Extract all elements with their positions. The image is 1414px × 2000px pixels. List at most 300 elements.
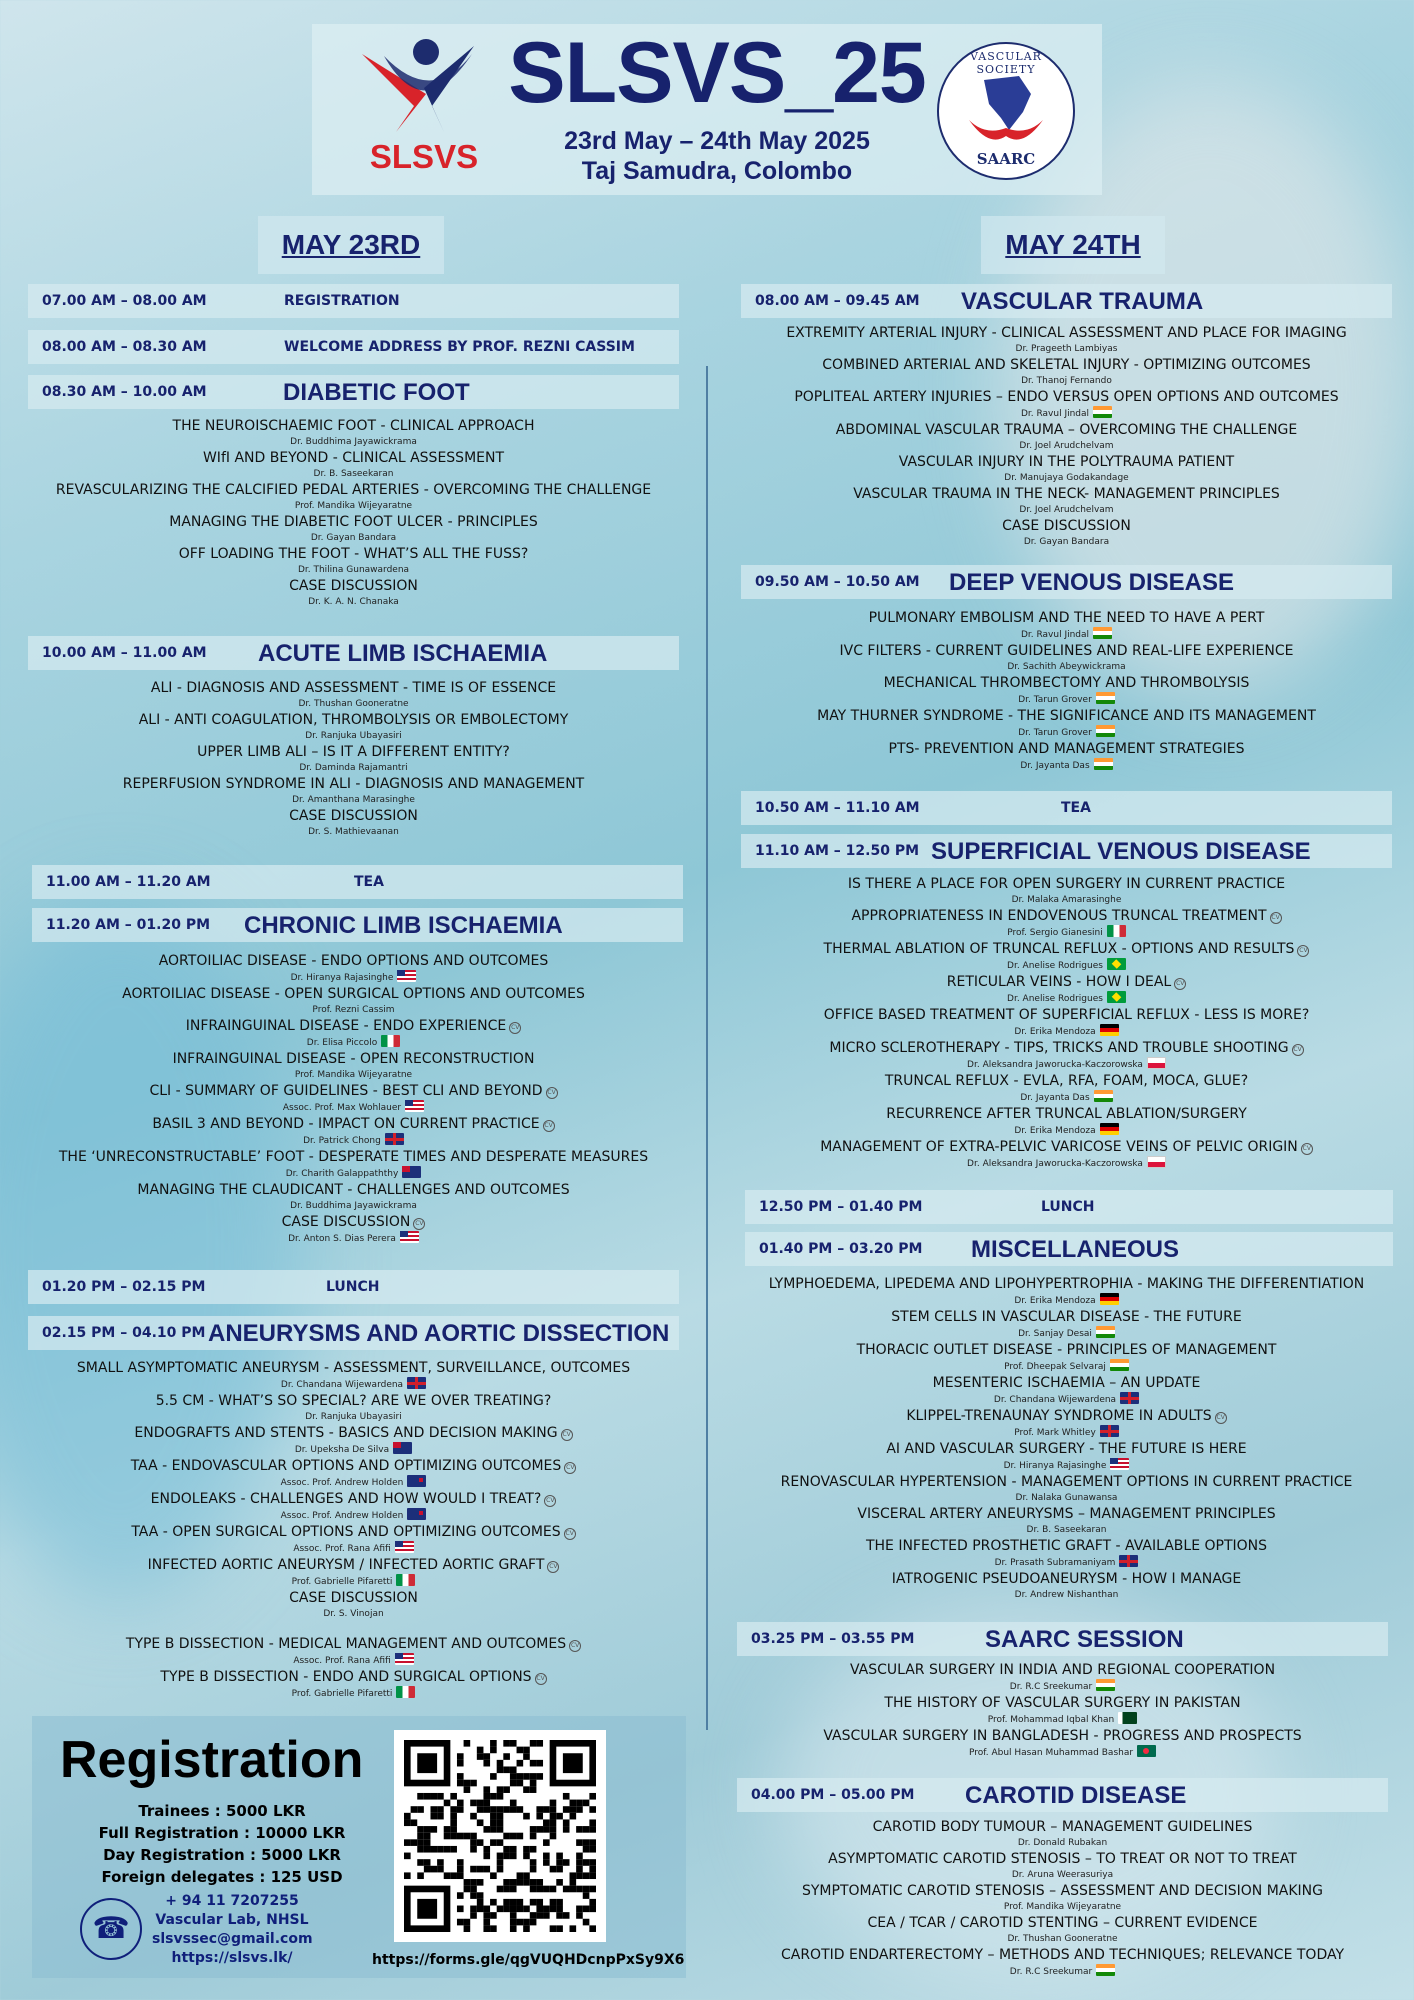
qr-module: [457, 1780, 464, 1787]
session-title: ANEURYSMS AND AORTIC DISSECTION: [208, 1320, 670, 1347]
session-time: 11.10 AM – 12.50 PM: [755, 843, 920, 859]
slot-label: REGISTRATION: [284, 293, 400, 309]
talk-title-text: RECURRENCE AFTER TRUNCAL ABLATION/SURGERY: [886, 1106, 1247, 1122]
qr-module: [517, 1919, 524, 1926]
qr-module: [417, 1846, 424, 1853]
speaker-name-text: Dr. Malaka Amarasinghe: [1011, 895, 1122, 905]
qr-module: [457, 1892, 464, 1899]
talk-title: [741, 1474, 1392, 1491]
talk-title: [737, 1662, 1388, 1679]
talk-title: [741, 357, 1392, 374]
qr-module: [517, 1899, 524, 1906]
session-time: 08.30 AM – 10.00 AM: [42, 384, 207, 400]
flag-in-icon: [1094, 758, 1113, 770]
event-dates: 23rd May – 24th May 2025: [564, 127, 870, 155]
contact-phone: + 94 11 7207255: [165, 1893, 299, 1909]
qr-module: [583, 1886, 590, 1893]
talk-title-text: INFRAINGUINAL DISEASE - ENDO EXPERIENCE: [185, 1018, 507, 1034]
slot-label: LUNCH: [1041, 1199, 1095, 1215]
registration-form-url[interactable]: https://forms.gle/qgVUQHDcnpPxSy9X6: [372, 1952, 685, 1968]
flag-us-icon: [395, 1653, 414, 1665]
session-talks-vascular-trauma: [741, 325, 1392, 550]
qr-module: [483, 1919, 490, 1926]
qr-module: [404, 1819, 411, 1826]
flag-br-icon: [1107, 991, 1126, 1003]
session-time: 01.40 PM – 03.20 PM: [759, 1241, 923, 1257]
talk-title: [28, 1182, 679, 1199]
qr-module: [530, 1866, 537, 1873]
speaker-name: [28, 1133, 679, 1149]
talk-title: [28, 712, 679, 729]
speaker-name-text: Prof. Sergio Gianesini: [1007, 928, 1103, 938]
qr-module: [563, 1793, 570, 1800]
qr-module: [444, 1826, 451, 1833]
qr-module: [576, 1912, 583, 1919]
qr-module: [470, 1866, 477, 1873]
virtual-talk-icon: CV: [546, 1087, 558, 1099]
qr-module: [563, 1806, 570, 1813]
speaker-name: [741, 1425, 1392, 1441]
talk-title-text: CASE DISCUSSION: [289, 578, 418, 594]
qr-module: [477, 1906, 484, 1913]
virtual-talk-icon: CV: [1174, 978, 1186, 990]
qr-module: [411, 1839, 418, 1846]
qr-module: [517, 1806, 524, 1813]
virtual-talk-icon: CV: [547, 1561, 559, 1573]
talk-title: [737, 1728, 1388, 1745]
qr-module: [437, 1859, 444, 1866]
qr-module: [556, 1925, 563, 1932]
lunch-slot-day2: [745, 1190, 1393, 1224]
qr-module: [536, 1760, 543, 1767]
flag-us-icon: [405, 1100, 424, 1112]
qr-module: [490, 1773, 497, 1780]
qr-module: [576, 1826, 583, 1833]
talk-title-text: ALI - DIAGNOSIS AND ASSESSMENT - TIME IS OF ESSENCE: [150, 680, 557, 696]
qr-module: [570, 1872, 577, 1879]
talk-title-text: EXTREMITY ARTERIAL INJURY - CLINICAL ASSESSMENT AND PLACE FOR IMAGING: [786, 325, 1347, 341]
speaker-name: [28, 1003, 679, 1018]
qr-module: [530, 1846, 537, 1853]
flag-uk-icon: [1100, 1425, 1119, 1437]
speaker-name-text: Dr. B. Saseekaran: [1026, 1525, 1107, 1535]
flag-it-icon: [396, 1686, 415, 1698]
qr-module: [404, 1872, 411, 1879]
qr-module: [503, 1766, 510, 1773]
speaker-name: [741, 893, 1392, 908]
qr-module: [424, 1793, 431, 1800]
talk-title: [28, 776, 679, 793]
talk-title: [28, 418, 679, 435]
speaker-name: [741, 991, 1392, 1007]
talk-title: [741, 643, 1392, 660]
qr-module: [477, 1839, 484, 1846]
talk-title-text: 5.5 CM - WHAT’S SO SPECIAL? ARE WE OVER TREATING?: [155, 1393, 552, 1409]
talk-title: [28, 986, 679, 1003]
qr-module: [464, 1925, 471, 1932]
speaker-name-text: Assoc. Prof. Max Wohlauer: [282, 1103, 402, 1113]
qr-module: [483, 1786, 490, 1793]
talk-title: [28, 1590, 679, 1607]
speaker-name: [28, 1068, 679, 1083]
speaker-name-text: Dr. Thushan Gooneratne: [298, 699, 409, 709]
speaker-name: [741, 627, 1392, 643]
talk-title-text: CAROTID ENDARTERECTOMY – METHODS AND TECHNIQUES; RELEVANCE TODAY: [780, 1947, 1345, 1963]
speaker-name: [28, 825, 679, 840]
slot-time: 08.00 AM – 08.30 AM: [42, 339, 207, 355]
talk-title: [741, 389, 1392, 406]
talk-title-text: INFRAINGUINAL DISEASE - OPEN RECONSTRUCTION: [172, 1051, 535, 1067]
qr-module: [510, 1919, 517, 1926]
talk-title: [741, 1506, 1392, 1523]
talk-title: [741, 974, 1392, 991]
speaker-name: [28, 563, 679, 578]
speaker-name: [28, 1199, 679, 1214]
qr-module: [450, 1826, 457, 1833]
talk-title-text: TYPE B DISSECTION - ENDO AND SURGICAL OPTIONS: [160, 1669, 532, 1685]
speaker-name: [28, 761, 679, 776]
header-banner: [312, 24, 1102, 195]
qr-module: [563, 1886, 570, 1893]
talk-title: [741, 1441, 1392, 1458]
speaker-name: [737, 1836, 1388, 1851]
qr-module: [490, 1925, 497, 1932]
speaker-name: [28, 1377, 679, 1393]
talk-title-text: BASIL 3 AND BEYOND - IMPACT ON CURRENT PRACTICE: [152, 1116, 540, 1132]
qr-module: [530, 1740, 537, 1747]
session-talks-miscellaneous: [741, 1276, 1392, 1603]
flag-uk-icon: [1120, 1392, 1139, 1404]
speaker-name: [741, 958, 1392, 974]
column-divider: [706, 366, 708, 1730]
talk-title: [741, 1040, 1392, 1057]
lunch-slot: [28, 1270, 679, 1304]
talk-title-text: TAA - OPEN SURGICAL OPTIONS AND OPTIMIZING OUTCOMES: [131, 1524, 561, 1540]
flag-de-icon: [1100, 1024, 1119, 1036]
talk-title: [28, 1524, 679, 1541]
flag-in-icon: [1096, 725, 1115, 737]
logo-text: SLSVS: [369, 138, 479, 175]
qr-module: [417, 1833, 424, 1840]
qr-module: [576, 1839, 583, 1846]
talk-title-text: ENDOGRAFTS AND STENTS - BASICS AND DECISION MAKING: [134, 1425, 558, 1441]
talk-title-text: SYMPTOMATIC CAROTID STENOSIS – ASSESSMENT AND DECISION MAKING: [801, 1883, 1324, 1899]
virtual-talk-icon: CV: [1297, 945, 1309, 957]
qr-module: [490, 1912, 497, 1919]
speaker-name-text: Dr. Chandana Wijewardena: [993, 1395, 1117, 1405]
qr-module: [483, 1806, 490, 1813]
qr-module: [543, 1906, 550, 1913]
talk-title: [741, 1408, 1392, 1425]
talk-title-text: MANAGEMENT OF EXTRA-PELVIC VARICOSE VEINS OF PELVIC ORIGIN: [820, 1139, 1298, 1155]
talk-title: [737, 1851, 1388, 1868]
talk-title: [741, 486, 1392, 503]
talk-title: [741, 1571, 1392, 1588]
speaker-name: [741, 1523, 1392, 1538]
qr-module: [530, 1899, 537, 1906]
contact-website[interactable]: https://slsvs.lk/: [171, 1950, 293, 1966]
qr-module: [503, 1786, 510, 1793]
registration-slot: [28, 284, 679, 318]
session-time: 03.25 PM – 03.55 PM: [751, 1631, 915, 1647]
qr-module: [530, 1919, 537, 1926]
page-title: SLSVS_25: [508, 25, 926, 121]
talk-title-text: OFFICE BASED TREATMENT OF SUPERFICIAL REFLUX - LESS IS MORE?: [823, 1007, 1310, 1023]
talk-title: [737, 1915, 1388, 1932]
qr-module: [490, 1819, 497, 1826]
qr-module: [550, 1899, 557, 1906]
qr-module: [517, 1872, 524, 1879]
fee-trainees: Trainees : 5000 LKR: [138, 1802, 306, 1820]
qr-module: [477, 1747, 484, 1754]
speaker-name-text: Dr. Anelise Rodrigues: [1007, 961, 1103, 971]
qr-code-icon: [404, 1740, 596, 1932]
qr-module: [583, 1859, 590, 1866]
qr-module: [417, 1899, 437, 1919]
speaker-name: [737, 1679, 1388, 1695]
qr-module: [589, 1819, 596, 1826]
talk-title: [28, 514, 679, 531]
qr-module: [523, 1906, 530, 1913]
speaker-name-text: Dr. Prasath Subramaniyam: [994, 1558, 1116, 1568]
speaker-name-text: Assoc. Prof. Rana Afifi: [293, 1544, 391, 1554]
qr-module: [457, 1919, 464, 1926]
speaker-name-text: Dr. Elisa Piccolo: [306, 1038, 378, 1048]
virtual-talk-icon: CV: [561, 1429, 573, 1441]
talk-title: [28, 1669, 679, 1686]
qr-module: [530, 1833, 537, 1840]
qr-module: [570, 1806, 577, 1813]
qr-module: [497, 1859, 504, 1866]
qr-module: [517, 1833, 524, 1840]
qr-module: [589, 1806, 596, 1813]
talk-title: [741, 422, 1392, 439]
qr-module: [497, 1826, 504, 1833]
qr-module: [490, 1872, 497, 1879]
flag-pl-icon: [1147, 1057, 1166, 1069]
talk-title-text: THERMAL ABLATION OF TRUNCAL REFLUX - OPTIONS AND RESULTS: [823, 941, 1295, 957]
talk-title: [28, 1491, 679, 1508]
session-title: MISCELLANEOUS: [971, 1236, 1180, 1263]
speaker-name-text: Dr. Ranjuka Ubayasiri: [305, 1412, 402, 1422]
qr-module: [523, 1753, 530, 1760]
flag-au-icon: [402, 1166, 421, 1178]
qr-module: [483, 1826, 490, 1833]
talk-title: [741, 876, 1392, 893]
speaker-name: [741, 1057, 1392, 1073]
talk-title: [741, 1309, 1392, 1326]
speaker-name-text: Dr. Hiranya Rajasinghe: [1003, 1461, 1107, 1471]
qr-module: [543, 1853, 550, 1860]
session-bar-aneurysms: [28, 1316, 679, 1350]
qr-module: [490, 1813, 497, 1820]
talk-title: [741, 675, 1392, 692]
talk-title-text: MECHANICAL THROMBECTOMY AND THROMBOLYSIS: [883, 675, 1250, 691]
qr-module: [490, 1839, 497, 1846]
qr-module: [411, 1806, 418, 1813]
qr-module: [543, 1859, 550, 1866]
speaker-name-text: Prof. Gabrielle Pifaretti: [291, 1689, 393, 1699]
qr-module: [550, 1819, 557, 1826]
talk-title-text: STEM CELLS IN VASCULAR DISEASE - THE FUTURE: [891, 1309, 1242, 1325]
talk-title-text: INFECTED AORTIC ANEURYSM / INFECTED AORTIC GRAFT: [147, 1557, 545, 1573]
talk-title: [737, 1947, 1388, 1964]
qr-module: [470, 1879, 477, 1886]
qr-module: [570, 1879, 577, 1886]
flag-de-icon: [1100, 1123, 1119, 1135]
session-time: 04.00 PM – 05.00 PM: [751, 1787, 915, 1803]
qr-module: [556, 1866, 563, 1873]
talk-title-text: CASE DISCUSSION: [289, 808, 418, 824]
qr-module: [556, 1879, 563, 1886]
speaker-name: [741, 503, 1392, 518]
registration-panel: [32, 1716, 686, 1978]
talk-title-text: COMBINED ARTERIAL AND SKELETAL INJURY - OPTIMIZING OUTCOMES: [822, 357, 1311, 373]
qr-module: [570, 1886, 577, 1893]
qr-module: [457, 1800, 464, 1807]
session-title: VASCULAR TRAUMA: [961, 288, 1204, 315]
qr-module: [464, 1919, 471, 1926]
qr-module: [417, 1753, 437, 1773]
speaker-name-text: Dr. S. Vinojan: [323, 1609, 384, 1619]
talk-title: [737, 1819, 1388, 1836]
talk-title-text: KLIPPEL-TRENAUNAY SYNDROME IN ADULTS: [906, 1408, 1212, 1424]
saarc-logo-text: SAARC: [976, 150, 1036, 168]
qr-module: [510, 1773, 517, 1780]
speaker-name-text: Dr. Gayan Bandara: [310, 533, 397, 543]
slot-label: TEA: [1061, 800, 1091, 816]
qr-module: [483, 1760, 490, 1767]
speaker-name: [28, 1035, 679, 1051]
qr-module: [576, 1906, 583, 1913]
talk-title-text: CASE DISCUSSION: [281, 1214, 411, 1230]
qr-module: [424, 1846, 431, 1853]
speaker-name-text: Dr. B. Saseekaran: [313, 469, 394, 479]
qr-module: [457, 1753, 464, 1760]
talk-title-text: ALI - ANTI COAGULATION, THROMBOLYSIS OR EMBOLECTOMY: [138, 712, 569, 728]
qr-module: [530, 1879, 537, 1886]
qr-module: [424, 1866, 431, 1873]
registration-contact: [152, 1892, 312, 1968]
qr-module: [411, 1819, 418, 1826]
slot-label: TEA: [354, 874, 384, 890]
qr-module: [589, 1839, 596, 1846]
qr-module: [563, 1819, 570, 1826]
speaker-name: [741, 1555, 1392, 1571]
flag-pl-icon: [1147, 1156, 1166, 1168]
qr-module: [457, 1872, 464, 1879]
flag-br-icon: [1107, 958, 1126, 970]
talk-title-text: CEA / TCAR / CAROTID STENTING – CURRENT EVIDENCE: [867, 1915, 1258, 1931]
speaker-name: [28, 729, 679, 744]
session-talks-saarc: [737, 1662, 1388, 1761]
qr-module: [556, 1813, 563, 1820]
qr-module: [450, 1872, 457, 1879]
qr-module: [589, 1886, 596, 1893]
event-dates-venue: [502, 126, 932, 186]
qr-module: [444, 1800, 451, 1807]
speaker-name: [28, 1231, 679, 1247]
qr-module: [517, 1747, 524, 1754]
talk-title-text: THE ‘UNRECONSTRUCTABLE’ FOOT - DESPERATE TIMES AND DESPERATE MEASURES: [58, 1149, 649, 1165]
speaker-name-text: Dr. Joel Arudchelvam: [1019, 441, 1114, 451]
virtual-talk-icon: CV: [1301, 1143, 1313, 1155]
qr-module: [490, 1747, 497, 1754]
qr-module: [589, 1846, 596, 1853]
talk-title-text: REVASCULARIZING THE CALCIFIED PEDAL ARTERIES - OVERCOMING THE CHALLENGE: [55, 482, 652, 498]
talk-title: [741, 1375, 1392, 1392]
qr-module: [450, 1793, 457, 1800]
fee-foreign: Foreign delegates : 125 USD: [101, 1868, 343, 1886]
speaker-name-text: Dr. Tarun Grover: [1018, 695, 1092, 705]
speaker-name: [741, 1491, 1392, 1506]
talk-title-text: AORTOILIAC DISEASE - OPEN SURGICAL OPTIONS AND OUTCOMES: [122, 986, 585, 1002]
qr-module: [430, 1813, 437, 1820]
session-bar-chronic-limb-ischaemia: [32, 908, 683, 942]
talk-title-text: THE HISTORY OF VASCULAR SURGERY IN PAKISTAN: [884, 1695, 1241, 1711]
talk-title-text: RETICULAR VEINS - HOW I DEAL: [946, 974, 1172, 990]
talk-title-text: WIfI AND BEYOND - CLINICAL ASSESSMENT: [202, 450, 505, 466]
flag-in-icon: [1110, 1359, 1129, 1371]
speaker-name: [741, 1392, 1392, 1408]
contact-email[interactable]: slsvssec@gmail.com: [152, 1931, 313, 1947]
talk-title-text: VASCULAR TRAUMA IN THE NECK- MANAGEMENT PRINCIPLES: [853, 486, 1280, 502]
qr-module: [570, 1925, 577, 1932]
qr-module: [490, 1793, 497, 1800]
speaker-name-text: Dr. S. Mathievaanan: [308, 827, 399, 837]
speaker-name-text: Prof. Gabrielle Pifaretti: [291, 1577, 393, 1587]
qr-module: [490, 1806, 497, 1813]
qr-module: [470, 1912, 477, 1919]
flag-nz-icon: [407, 1475, 426, 1487]
speaker-name-text: Dr. Ravul Jindal: [1020, 409, 1090, 419]
virtual-talk-icon: CV: [1215, 1412, 1227, 1424]
qr-module: [556, 1853, 563, 1860]
speaker-name-text: Dr. Hiranya Rajasinghe: [290, 973, 394, 983]
speaker-name: [741, 1293, 1392, 1309]
virtual-talk-icon: CV: [413, 1218, 425, 1230]
qr-module: [497, 1853, 504, 1860]
qr-module: [589, 1866, 596, 1873]
talk-title: [28, 1214, 679, 1231]
speaker-name-text: Dr. Sachith Abeywickrama: [1007, 662, 1126, 672]
qr-module: [444, 1872, 451, 1879]
talk-title: [28, 1557, 679, 1574]
talk-title-text: VASCULAR SURGERY IN INDIA AND REGIONAL COOPERATION: [849, 1662, 1276, 1678]
qr-module: [470, 1892, 477, 1899]
talk-title-text: POPLITEAL ARTERY INJURIES – ENDO VERSUS OPEN OPTIONS AND OUTCOMES: [794, 389, 1339, 405]
qr-module: [497, 1906, 504, 1913]
speaker-name-text: Assoc. Prof. Rana Afifi: [293, 1656, 391, 1666]
qr-module: [563, 1859, 570, 1866]
qr-code[interactable]: [394, 1730, 606, 1942]
qr-module: [497, 1866, 504, 1873]
qr-module: [517, 1906, 524, 1913]
qr-module: [523, 1786, 530, 1793]
virtual-talk-icon: CV: [509, 1022, 521, 1034]
flag-de-icon: [1100, 1293, 1119, 1305]
speaker-name-text: Dr. Nalaka Gunawansa: [1015, 1493, 1118, 1503]
talk-title: [28, 1360, 679, 1377]
speaker-name: [741, 439, 1392, 454]
qr-module: [483, 1846, 490, 1853]
qr-module: [437, 1806, 444, 1813]
speaker-name: [741, 1458, 1392, 1474]
speaker-name-text: Dr. Buddhima Jayawickrama: [290, 437, 417, 447]
session-talks-carotid: [737, 1819, 1388, 1980]
qr-module: [583, 1846, 590, 1853]
speaker-name-text: Dr. Erika Mendoza: [1014, 1126, 1096, 1136]
